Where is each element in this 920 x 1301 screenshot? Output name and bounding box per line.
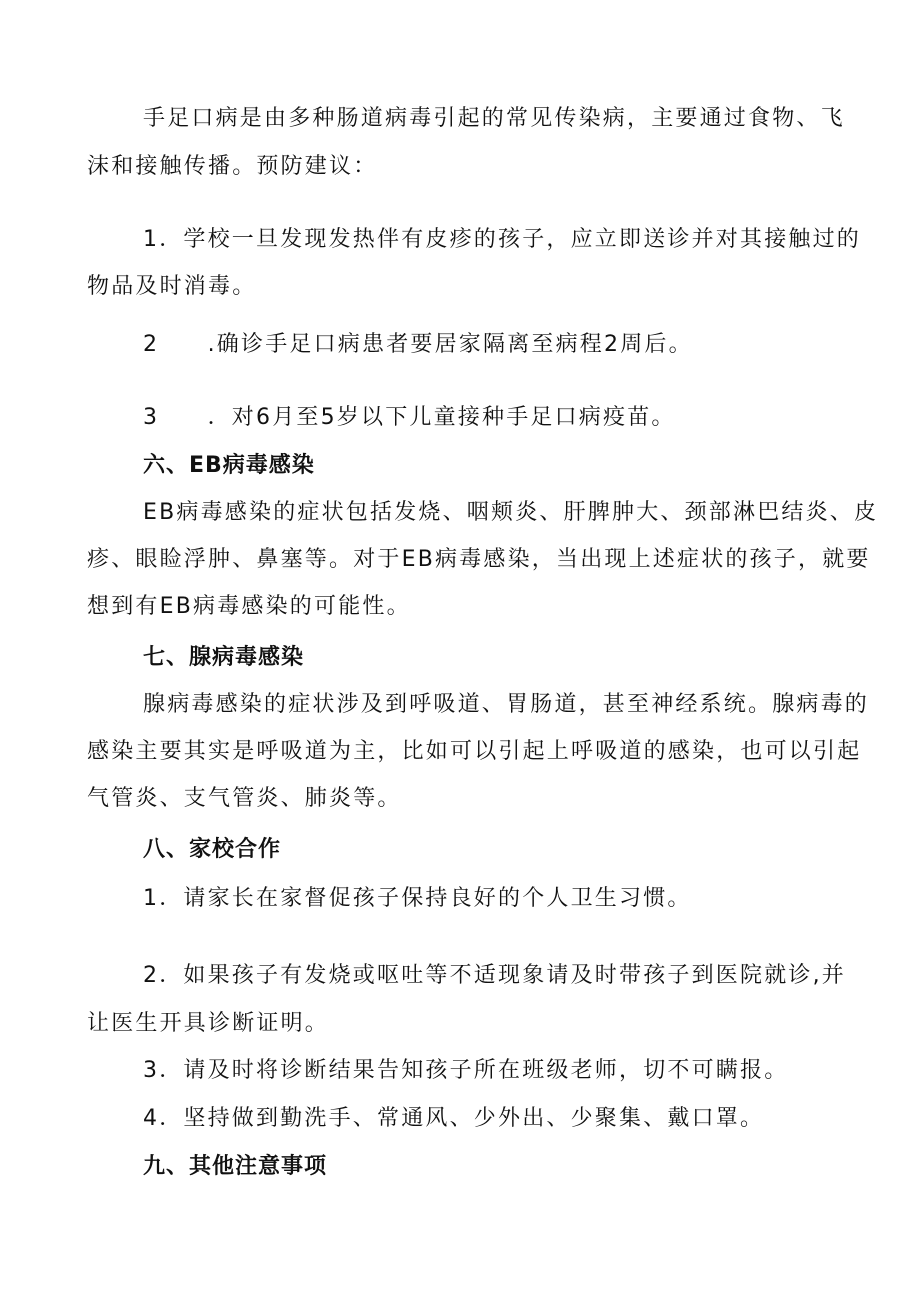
section-6-paragraph-line-3: 想到有EB病毒感染的可能性。 bbox=[87, 594, 411, 619]
section-8-heading: 八、家校合作 bbox=[143, 837, 282, 862]
section-8-item-3: 3．请及时将诊断结果告知孩子所在班级老师，切不可瞒报。 bbox=[143, 1058, 789, 1083]
intro-paragraph-line-1: 手足口病是由多种肠道病毒引起的常见传染病，主要通过食物、飞 bbox=[143, 106, 845, 131]
section-6-heading: 六、EB病毒感染 bbox=[143, 453, 315, 478]
intro-paragraph-line-2: 沫和接触传播。预防建议： bbox=[87, 154, 378, 179]
section-7-heading: 七、腺病毒感染 bbox=[143, 645, 305, 670]
hfm-item-1-line-1: 1．学校一旦发现发热伴有皮疹的孩子，应立即送诊并对其接触过的 bbox=[143, 227, 861, 252]
hfm-item-1-line-2: 物品及时消毒。 bbox=[87, 274, 257, 299]
section-8-item-1: 1．请家长在家督促孩子保持良好的个人卫生习惯。 bbox=[143, 886, 692, 911]
section-8-item-4: 4．坚持做到勤洗手、常通风、少外出、少聚集、戴口罩。 bbox=[143, 1106, 765, 1131]
hfm-item-3: 3 ．对6月至5岁以下儿童接种手足口病疫苗。 bbox=[143, 405, 676, 430]
section-8-item-2-line-2: 让医生开具诊断证明。 bbox=[87, 1011, 330, 1036]
hfm-item-2: 2 .确诊手足口病患者要居家隔离至病程2周后。 bbox=[143, 332, 693, 357]
section-8-item-2-line-1: 2．如果孩子有发烧或呕吐等不适现象请及时带孩子到医院就诊,并 bbox=[143, 963, 846, 988]
section-6-paragraph-line-2: 疹、眼睑浮肿、鼻塞等。对于EB病毒感染，当出现上述症状的孩子，就要 bbox=[87, 547, 871, 572]
section-7-paragraph-line-3: 气管炎、支气管炎、肺炎等。 bbox=[87, 786, 402, 811]
section-6-paragraph-line-1: EB病毒感染的症状包括发烧、咽颊炎、肝脾肿大、颈部淋巴结炎、皮 bbox=[143, 500, 879, 525]
section-7-paragraph-line-1: 腺病毒感染的症状涉及到呼吸道、胃肠道，甚至神经系统。腺病毒的 bbox=[143, 692, 870, 717]
section-7-paragraph-line-2: 感染主要其实是呼吸道为主，比如可以引起上呼吸道的感染，也可以引起 bbox=[87, 739, 862, 764]
section-9-heading: 九、其他注意事项 bbox=[143, 1154, 328, 1179]
